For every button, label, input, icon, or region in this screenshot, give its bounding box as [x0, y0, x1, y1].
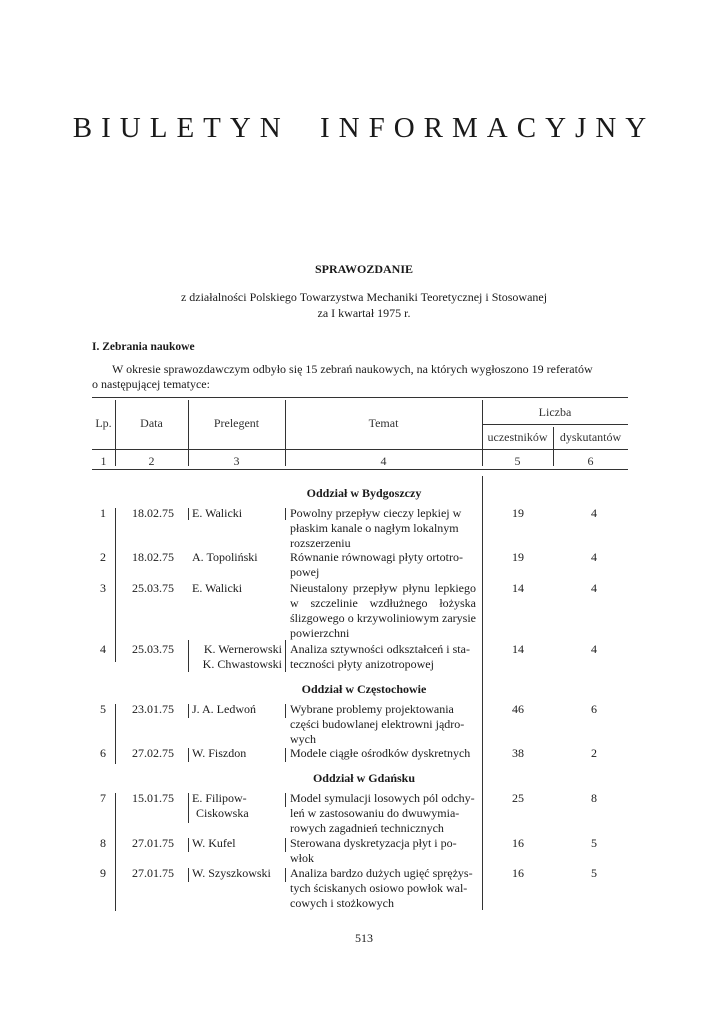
row-participants: 38 [512, 746, 524, 760]
row-tick [188, 748, 189, 762]
report-heading: SPRAWOZDANIE [314, 262, 413, 276]
row-participants: 14 [512, 642, 524, 656]
row-date: 15.01.75 [132, 791, 174, 805]
row-number: 3 [100, 581, 106, 595]
row-date: 27.01.75 [132, 836, 174, 850]
liczba-rule [482, 424, 628, 425]
row-speaker: J. A. Ledwoń [192, 702, 256, 716]
row-topic: Sterowana dyskretyzacja płyt i po- włok [290, 836, 457, 865]
column-number-rule [92, 469, 628, 470]
section-title: Oddział w Częstochowie [301, 682, 427, 696]
row-discussants: 4 [591, 581, 597, 595]
report-subtitle-line-1: z działalności Polskiego Towarzystwa Mechaniki Teoretycznej i Stosowanej [180, 290, 548, 304]
row-date: 27.02.75 [132, 746, 174, 760]
row-discussants: 8 [591, 791, 597, 805]
row-tick [188, 508, 189, 520]
row-date: 25.03.75 [132, 581, 174, 595]
row-tick [188, 838, 189, 852]
row-tick [285, 868, 286, 882]
row-number: 9 [100, 866, 106, 880]
row-discussants: 2 [591, 746, 597, 760]
section-heading: I. Zebrania naukowe [92, 341, 195, 353]
row-discussants: 6 [591, 702, 597, 716]
row-topic: Analiza sztywności odkształceń i sta- teczności płyty anizotropowej [290, 642, 470, 671]
column-number: 2 [148, 454, 155, 468]
row-date: 25.03.75 [132, 642, 174, 656]
row-speaker: W. Szyszkowski [192, 866, 271, 880]
row-tick [285, 793, 286, 807]
row-discussants: 4 [591, 642, 597, 656]
header-discussants: dyskutantów [559, 430, 622, 444]
row-topic: Powolny przepływ cieczy lepkiej w płaskim kanale o nagłym lokalnym rozszerzeniu [290, 506, 462, 550]
row-number: 4 [100, 642, 106, 656]
row-topic: Nieustalony przepływ płynu lepkiego w szczelinie wzdłużnego łożyska ślizgowego o krzywoliniowym zarysie powierzchni [290, 581, 476, 640]
header-lp: Lp. [95, 416, 112, 430]
row-speaker: A. Topoliński [192, 550, 258, 564]
row-number: 6 [100, 746, 106, 760]
page-number: 513 [355, 931, 373, 945]
row-speaker: K. Wernerowski K. Chwastowski [202, 642, 282, 671]
row-tick [285, 838, 286, 852]
row-tick [188, 704, 189, 718]
row-topic: Wybrane problemy projektowania części budowlanej elektrowni jądro- wych [290, 702, 465, 746]
row-tick [285, 748, 286, 762]
row-discussants: 4 [591, 506, 597, 520]
row-date: 18.02.75 [132, 506, 174, 520]
row-topic: Modele ciągłe ośrodków dyskretnych [290, 746, 471, 760]
header-date: Data [140, 416, 163, 430]
row-tick [188, 868, 189, 882]
column-number: 3 [233, 454, 240, 468]
bulletin-title: BIULETYN INFORMACYJNY [72, 112, 656, 144]
intro-text-line-1: W okresie sprawozdawczym odbyło się 15 zebrań naukowych, na których wygłoszono 19 referatów [112, 362, 593, 376]
column-number: 6 [587, 454, 594, 468]
row-date: 18.02.75 [132, 550, 174, 564]
row-tick [115, 520, 116, 662]
row-speaker: E. Walicki [192, 506, 243, 520]
header-topic: Temat [368, 416, 399, 430]
column-number: 5 [514, 454, 521, 468]
row-participants: 16 [512, 836, 524, 850]
row-number: 1 [100, 506, 106, 520]
header-participants: uczestników [487, 430, 548, 444]
intro-text-line-2: o następującej tematyce: [92, 377, 210, 391]
column-number: 4 [380, 454, 387, 468]
row-participants: 25 [512, 791, 524, 805]
row-participants: 16 [512, 866, 524, 880]
row-tick [115, 508, 116, 520]
row-date: 23.01.75 [132, 702, 174, 716]
row-discussants: 5 [591, 866, 597, 880]
row-participants: 19 [512, 550, 524, 564]
row-participants: 46 [512, 702, 524, 716]
section-title: Oddział w Bydgoszczy [306, 486, 422, 500]
row-tick [285, 704, 286, 718]
row-tick [188, 640, 189, 672]
row-number: 7 [100, 791, 106, 805]
report-subtitle-line-2: za I kwartał 1975 r. [317, 306, 411, 320]
row-speaker: W. Kufel [192, 836, 236, 850]
section-title: Oddział w Gdańsku [312, 771, 416, 785]
header-bottom-rule [92, 449, 628, 450]
row-discussants: 5 [591, 836, 597, 850]
row-participants: 14 [512, 581, 524, 595]
row-number: 8 [100, 836, 106, 850]
row-number: 2 [100, 550, 106, 564]
row-tick [115, 793, 116, 911]
row-topic: Równanie równowagi płyty ortotro- powej [290, 550, 463, 579]
row-date: 27.01.75 [132, 866, 174, 880]
row-speaker: E. Filipow- Ciskowska [192, 791, 249, 820]
row-speaker: E. Walicki [192, 581, 243, 595]
row-topic: Model symulacji losowych pól odchy- leń w zastosowaniu do dwuwymia- rowych zagadnień technicznych [290, 791, 475, 835]
table-top-rule [92, 397, 628, 398]
row-number: 5 [100, 702, 106, 716]
row-topic: Analiza bardzo dużych ugięć sprężys- tych ściskanych osiowo powłok wal- cowych i stożkowych [290, 866, 473, 910]
row-tick [285, 508, 286, 520]
row-discussants: 4 [591, 550, 597, 564]
row-tick [285, 640, 286, 672]
row-tick [188, 793, 189, 823]
row-speaker: W. Fiszdon [192, 746, 247, 760]
row-tick [115, 704, 116, 764]
header-speaker: Prelegent [213, 416, 260, 430]
header-count: Liczba [538, 405, 572, 419]
row-participants: 19 [512, 506, 524, 520]
column-number: 1 [100, 454, 107, 468]
